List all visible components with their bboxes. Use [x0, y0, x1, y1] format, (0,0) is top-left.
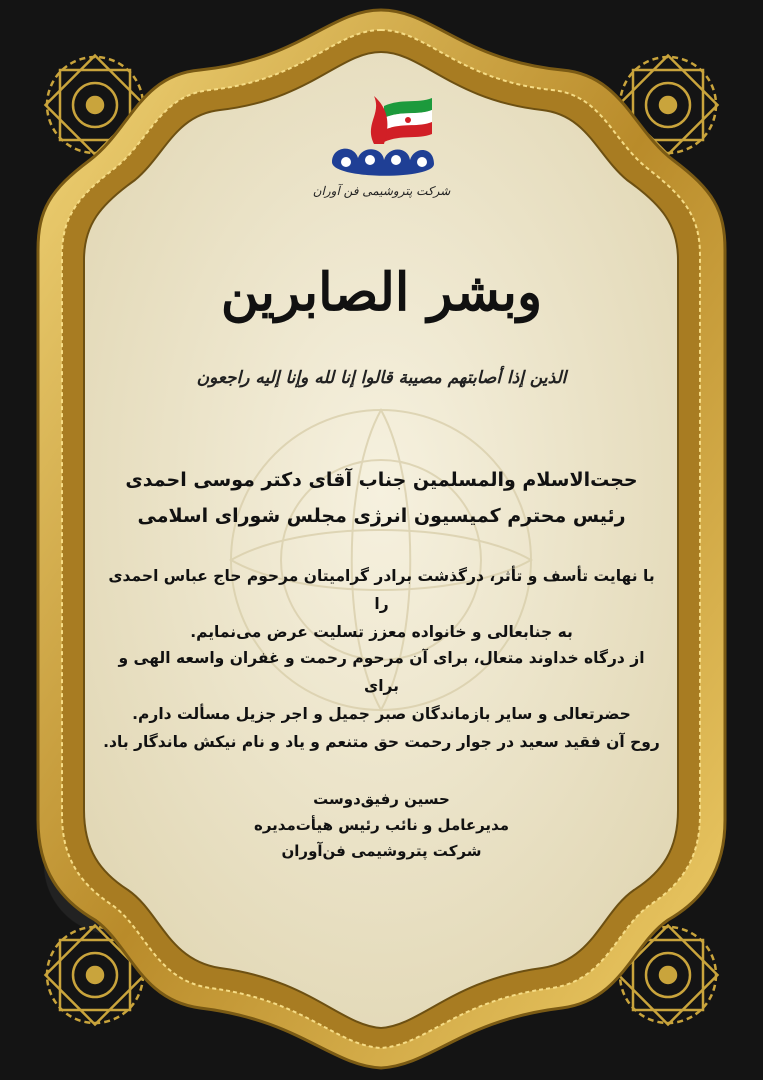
condolence-paragraph-3 — [100, 728, 663, 756]
letter-content — [100, 0, 663, 1080]
signer-company: شرکت پتروشیمی فن‌آوران — [281, 842, 482, 860]
condolence-paragraph-2 — [100, 644, 663, 728]
addressee-name: حجت‌الاسلام والمسلمین جناب آقای دکتر موسی احمدی — [125, 469, 638, 491]
paragraph-line: با نهایت تأسف و تأثر، درگذشت برادر گرامیتان مرحوم حاج عباس احمدی را — [108, 567, 655, 613]
paragraph-line: حضرتعالی و سایر بازماندگان صبر جمیل و اجر جزیل مسألت دارم. — [132, 705, 631, 723]
signer-title: مدیرعامل و نائب رئیس هیأت‌مدیره — [253, 816, 510, 834]
condolence-paragraph-1 — [100, 562, 663, 646]
quran-verse: الذین إذا أصابتهم مصیبة قالوا إنا لله وإنا إلیه راجعون — [196, 368, 567, 388]
addressee-block — [100, 462, 663, 534]
signer-name: حسین رفیق‌دوست — [313, 790, 450, 808]
company-caption: شرکت پتروشیمی فن آوران — [312, 184, 451, 198]
paragraph-line: به جنابعالی و خانواده معزز تسلیت عرض می‌نمایم. — [190, 623, 573, 641]
calligraphy-headline: وبشر الصابرین — [220, 262, 543, 323]
paragraph-line: از درگاه خداوند متعال، برای آن مرحوم رحمت و غفران واسعه الهی و برای — [118, 649, 645, 695]
paragraph-line: روح آن فقید سعید در جوار رحمت حق متنعم و یاد و نام نیکش ماندگار باد. — [103, 733, 660, 751]
addressee-title: رئیس محترم کمیسیون انرژی مجلس شورای اسلامی — [137, 505, 626, 527]
signature-block — [100, 786, 663, 864]
